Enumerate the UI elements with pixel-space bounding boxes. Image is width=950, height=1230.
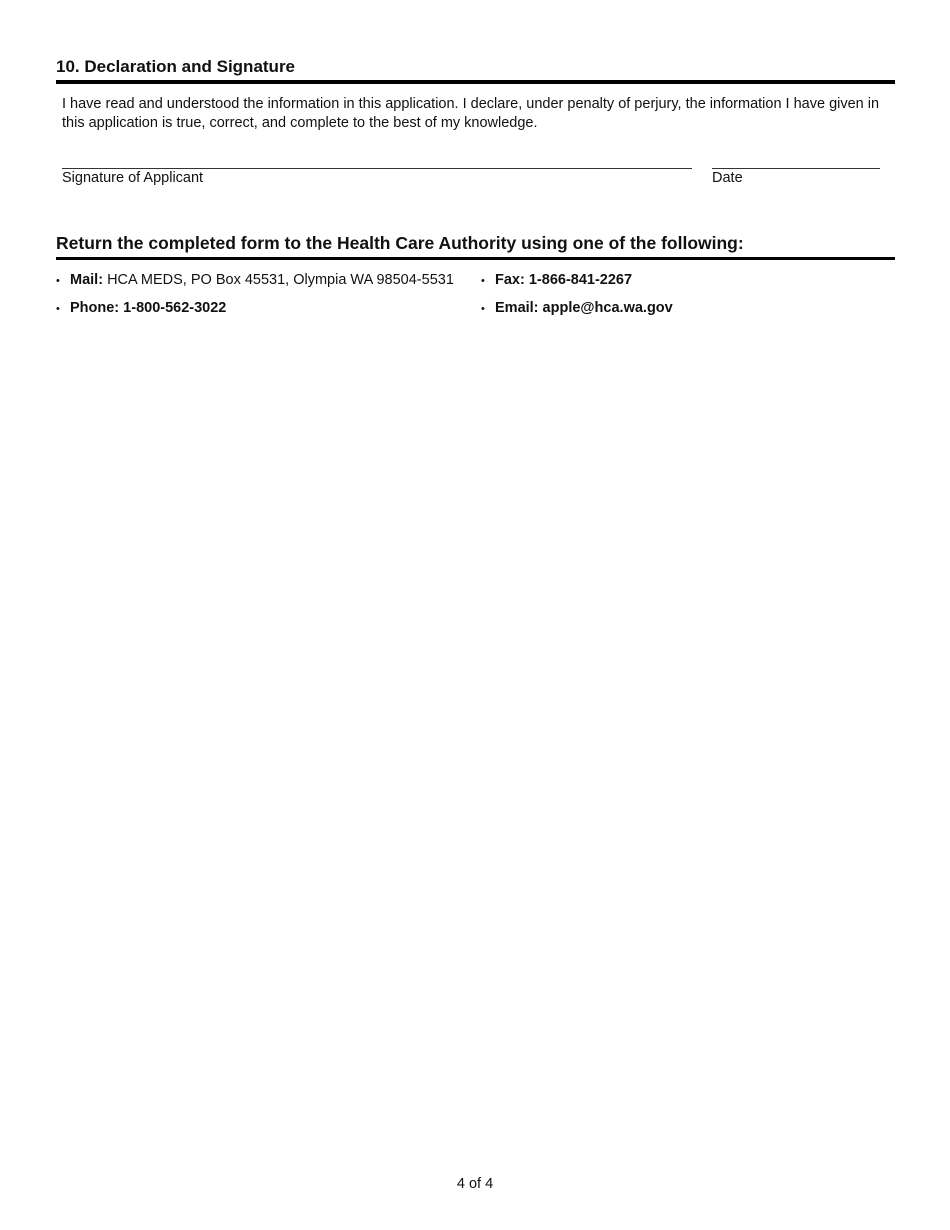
contact-phone xyxy=(56,300,226,316)
date-label: Date xyxy=(712,170,743,186)
mail-label: Mail: xyxy=(70,272,104,288)
phone-label: Phone: xyxy=(70,300,120,316)
signature-label: Signature of Applicant xyxy=(62,170,204,186)
phone-number: 1-800-562-3022 xyxy=(123,300,227,316)
return-instructions-title: Return the completed form to the Health Care Authority using one of the following: xyxy=(56,233,744,253)
bullet-icon: • xyxy=(56,303,60,315)
fax-number: 1-866-841-2267 xyxy=(528,272,633,288)
contact-mail xyxy=(56,272,454,288)
bullet-icon: • xyxy=(481,303,485,315)
section-divider xyxy=(56,257,895,260)
contact-email xyxy=(481,300,673,316)
mail-address: HCA MEDS, PO Box 45531, Olympia WA 98504-5531 xyxy=(107,272,454,288)
declaration-title: 10. Declaration and Signature xyxy=(56,57,296,76)
date-line[interactable] xyxy=(712,168,880,169)
section-divider xyxy=(56,80,895,84)
page-number: 4 of 4 xyxy=(456,1176,494,1192)
email-label: Email: xyxy=(495,300,539,316)
declaration-text: I have read and understood the information in this application. I declare, under penalty of perjury, the information I have given in this application is true, correct, and complete to the best of my knowledge. xyxy=(62,96,880,131)
bullet-icon: • xyxy=(481,275,485,287)
fax-label: Fax: xyxy=(495,272,525,288)
signature-line[interactable] xyxy=(62,168,692,169)
email-address[interactable]: apple@hca.wa.gov xyxy=(542,300,673,316)
bullet-icon: • xyxy=(56,275,60,287)
contact-fax xyxy=(481,272,632,288)
